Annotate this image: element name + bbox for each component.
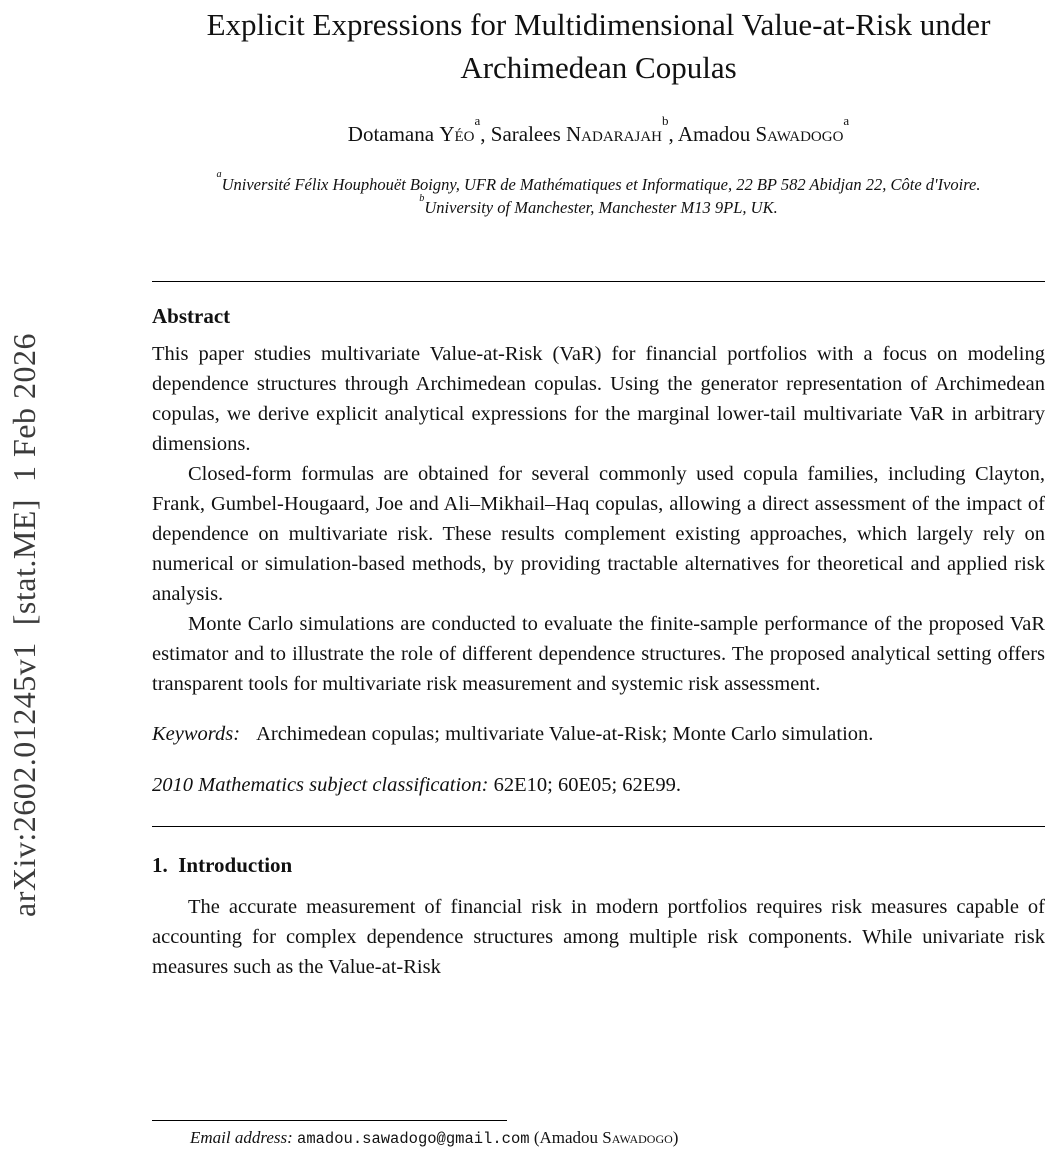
author-3 bbox=[677, 113, 850, 146]
footnote bbox=[152, 1120, 1045, 1150]
affiliation-a-mark: a bbox=[216, 169, 222, 181]
author-3-surname: Sawadogo bbox=[755, 121, 844, 146]
email-suffix-surname: Sawadogo bbox=[602, 1128, 673, 1147]
msc-text: 62E10; 60E05; 62E99. bbox=[488, 773, 681, 796]
arxiv-watermark: arXiv:2602.01245v1 [stat.ME] 1 Feb 2026 bbox=[6, 333, 42, 917]
keywords-label: Keywords: bbox=[152, 723, 241, 746]
affiliation-b-text: University of Manchester, Manchester M13 9PL, UK. bbox=[424, 197, 778, 217]
keywords-line bbox=[152, 719, 1045, 749]
paper-title: Explicit Expressions for Multidimensional Value-at-Risk under Archimedean Copulas bbox=[206, 7, 991, 85]
author-3-affmark: a bbox=[843, 113, 850, 129]
email-label: Email address: bbox=[190, 1128, 293, 1147]
introduction-paragraph: The accurate measurement of financial risk in modern portfolios requires risk measures capable of accounting for complex dependence structures among multiple risk components. While univariate risk measures such as the Value-at-Risk bbox=[152, 895, 1045, 978]
author-1-affmark: a bbox=[474, 113, 481, 129]
affiliation-b-mark: b bbox=[419, 192, 425, 204]
abstract-top-rule bbox=[152, 281, 1045, 282]
affiliations bbox=[152, 169, 1045, 220]
author-separator: , bbox=[668, 121, 678, 146]
author-2-given: Saralees bbox=[490, 121, 566, 146]
abstract-paragraph-2: Closed-form formulas are obtained for several commonly used copula families, including Clayton, Frank, Gumbel-Hougaard, Joe and Ali–Mikhail–Haq copulas, allowing a direct assessment of the impact of dependence on multivariate risk. These results complement existing approaches, which largely rely on numerical or simulation-based methods, by providing tractable alternatives for theoretical and applied risk analysis. bbox=[152, 463, 1045, 606]
author-2-affmark: b bbox=[662, 113, 669, 129]
author-line bbox=[152, 113, 1045, 147]
author-2-surname: Nadarajah bbox=[566, 121, 663, 146]
abstract-bottom-rule bbox=[152, 826, 1045, 827]
footnote-text bbox=[190, 1127, 1045, 1150]
msc-label: 2010 Mathematics subject classification: bbox=[152, 773, 489, 796]
abstract-paragraph-3: Monte Carlo simulations are conducted to evaluate the finite-sample performance of the proposed VaR estimator and to illustrate the role of different dependence structures. The proposed analytical setting offers transparent tools for multivariate risk measurement and systemic risk assessment. bbox=[152, 613, 1045, 696]
author-3-given: Amadou bbox=[677, 121, 756, 146]
email-suffix-close: ) bbox=[672, 1128, 679, 1147]
keywords-text: Archimedean copulas; multivariate Value-at-Risk; Monte Carlo simulation. bbox=[256, 723, 874, 746]
author-1-given: Dotamana bbox=[347, 121, 440, 146]
author-2 bbox=[490, 113, 678, 146]
affiliation-a bbox=[152, 169, 1045, 196]
paper-content bbox=[152, 0, 1045, 982]
section-heading-introduction: 1. Introduction bbox=[152, 852, 293, 877]
email-address: amadou.sawadogo@gmail.com bbox=[297, 1130, 530, 1148]
abstract-paragraph-1: This paper studies multivariate Value-at-Risk (VaR) for financial portfolios with a focus on modeling dependence structures through Archimedean copulas. Using the generator representation of Archimedean copulas, we derive explicit analytical expressions for the marginal lower-tail multivariate VaR in arbitrary dimensions. bbox=[152, 343, 1045, 456]
affiliation-a-text: Université Félix Houphouët Boigny, UFR de Mathématiques et Informatique, 22 BP 582 Abidjan 22, Côte d'Ivoire. bbox=[221, 174, 981, 194]
abstract-heading: Abstract bbox=[152, 304, 231, 329]
msc-line bbox=[152, 770, 1045, 800]
author-1 bbox=[347, 113, 491, 146]
affiliation-b bbox=[152, 192, 1045, 219]
email-suffix-open: (Amadou bbox=[529, 1128, 603, 1147]
author-1-surname: Yéo bbox=[439, 121, 475, 146]
footnote-rule bbox=[152, 1120, 507, 1121]
author-separator: , bbox=[480, 121, 491, 146]
